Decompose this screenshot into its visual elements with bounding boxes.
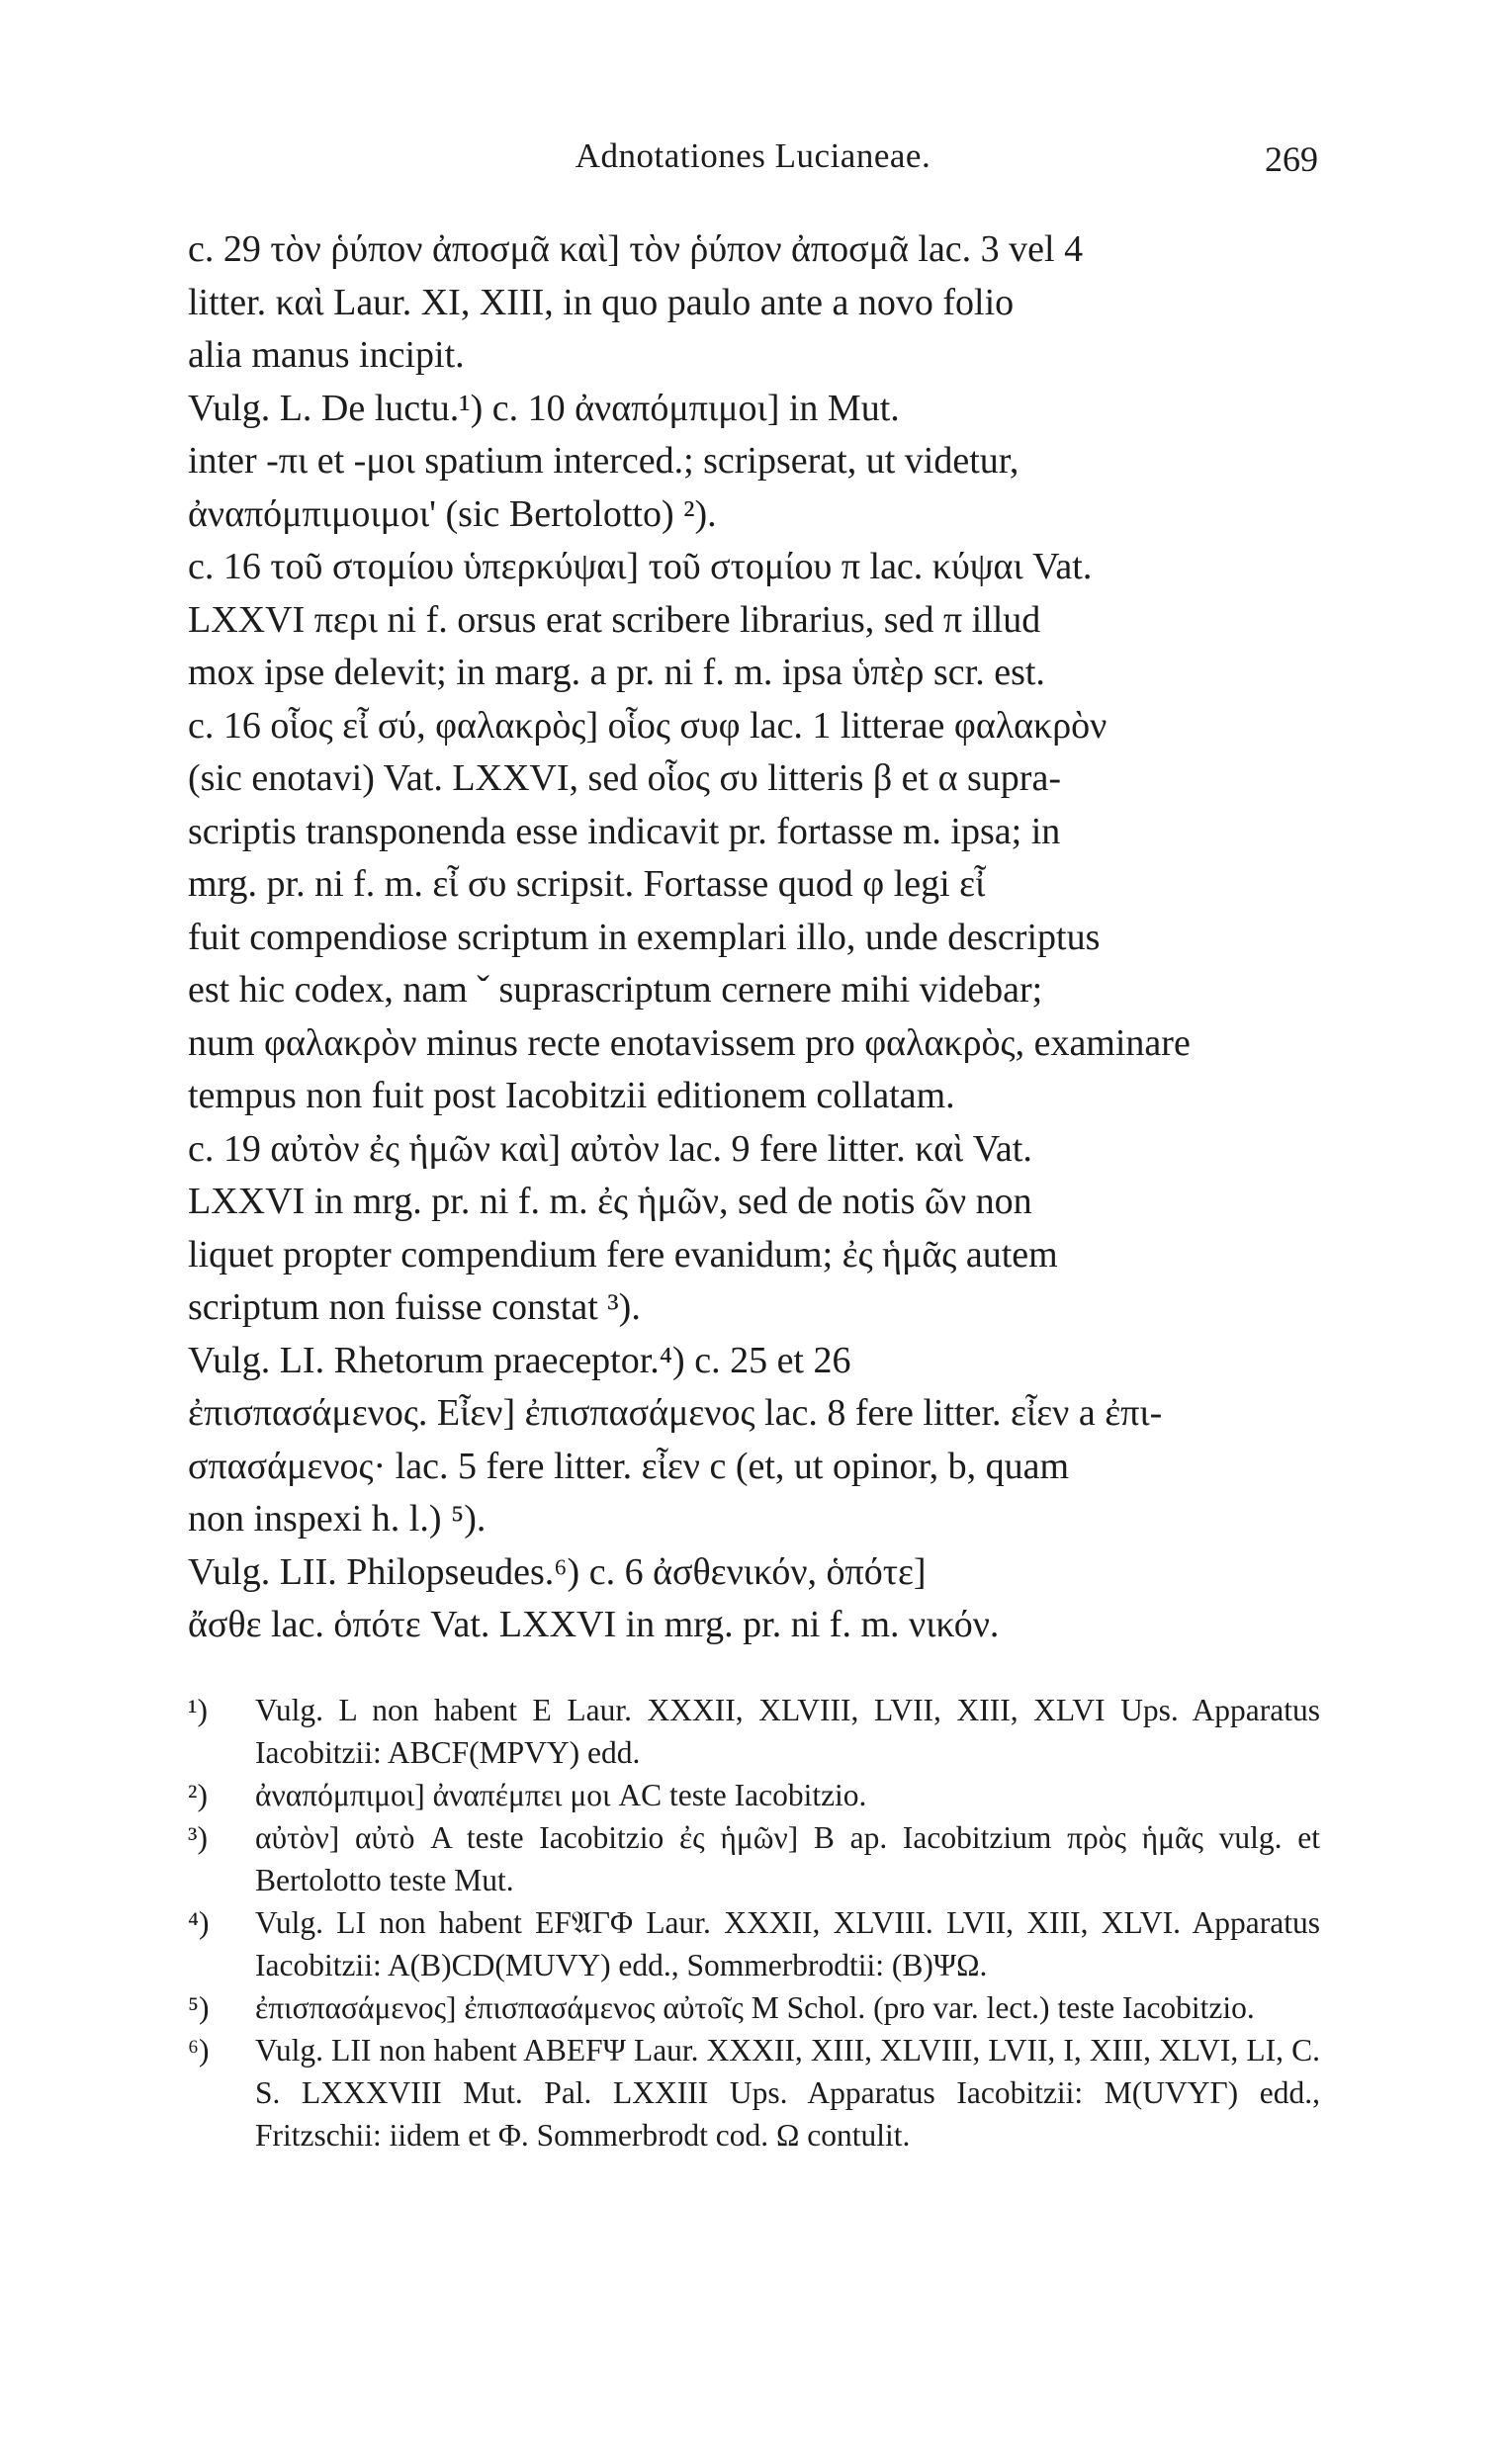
text-line: (sic enotavi) Vat. LXXVI, sed οἷος συ litteris β et α supra- <box>188 757 1061 799</box>
text-line: scriptis transponenda esse indicavit pr. fortasse m. ipsa; in <box>188 810 1061 852</box>
text-line: non inspexi h. l.) ⁵). <box>188 1498 487 1540</box>
footnote-text: Vulg. L non habent E Laur. XXXII, XLVIII, LVII, XIII, XLVI Ups. Apparatus Iacobitzii: ABCF(MPVY) edd. <box>255 1693 1320 1770</box>
footnote-text: Vulg. LI non habent EF𝔄ΓΦ Laur. XXXII, XLVIII. LVII, XIII, XLVI. Apparatus Iacobitzii: A(B)CD(MUVY) edd., Sommerbrodtii: (B)ΨΩ. <box>255 1905 1320 1982</box>
text-line: c. 16 οἷος εἶ σύ, φαλακρὸς] οἷος συφ lac. 1 litterae φαλακρὸν <box>188 704 1107 747</box>
footnotes <box>188 1689 1320 2156</box>
text-line: alia manus incipit. <box>188 334 465 376</box>
text-line: ἀναπόμπιμοιμοι' (sic Bertolotto) ²). <box>188 492 717 535</box>
footnote <box>188 1986 1320 2029</box>
main-text <box>188 223 1320 1652</box>
text-line: mox ipse delevit; in marg. a pr. ni f. m. ipsa ὑπὲρ scr. est. <box>188 652 1045 693</box>
footnote-marker: ³) <box>188 1820 208 1855</box>
footnote-text: ἐπισπασάμενος] ἐπισπασάμενος αὐτοῖς M Schol. (pro var. lect.) teste Iacobitzio. <box>255 1990 1255 2025</box>
footnote-text: αὐτὸν] αὐτὸ A teste Iacobitzio ἐς ἡμῶν] B ap. Iacobitzium πρὸς ἡμᾶς vulg. et Bertolotto teste Mut. <box>255 1820 1320 1897</box>
footnote <box>188 1816 1320 1901</box>
text-line: scriptum non fuisse constat ³). <box>188 1286 641 1328</box>
page-header <box>188 136 1318 196</box>
section-heading-line: Vulg. LI. Rhetorum praeceptor.⁴) c. 25 et 26 <box>188 1339 851 1381</box>
text-line: σπασάμενος· lac. 5 fere litter. εἶεν c (et, ut opinor, b, quam <box>188 1445 1070 1487</box>
footnote-marker: ⁴) <box>188 1905 210 1940</box>
text-line: liquet propter compendium fere evanidum; ἐς ἡμᾶς autem <box>188 1233 1058 1276</box>
text-line: num φαλακρὸν minus recte enotavissem pro φαλακρὸς, examinare <box>188 1021 1191 1064</box>
section-heading-line: Vulg. L. De luctu.¹) c. 10 ἀναπόμπιμοι] in Mut. <box>188 387 900 429</box>
footnote-marker: ²) <box>188 1778 208 1812</box>
page-number: 269 <box>1265 139 1318 179</box>
running-title: Adnotationes Lucianeae. <box>575 136 931 175</box>
footnote-marker: ⁶) <box>188 2033 210 2068</box>
text-line: litter. καὶ Laur. XI, XIII, in quo paulo ante a novo folio <box>188 281 1015 323</box>
text-line: mrg. pr. ni f. m. εἶ συ scripsit. Fortasse quod φ legi εἶ <box>188 863 986 905</box>
footnote <box>188 2029 1320 2156</box>
footnote <box>188 1901 1320 1986</box>
footnote-text: ἀναπόμπιμοι] ἀναπέμπει μοι AC teste Iacobitzio. <box>255 1778 867 1812</box>
footnote <box>188 1689 1320 1774</box>
text-line: c. 16 τοῦ στομίου ὑπερκύψαι] τοῦ στομίου π lac. κύψαι Vat. <box>188 546 1093 587</box>
footnote <box>188 1774 1320 1816</box>
text-line: tempus non fuit post Iacobitzii editionem collatam. <box>188 1075 955 1116</box>
footnote-marker: ⁵) <box>188 1990 210 2025</box>
text-line: LXXVI περι ni f. orsus erat scribere librarius, sed π illud <box>188 598 1041 641</box>
text-line: inter -πι et -μοι spatium interced.; scripserat, ut videtur, <box>188 440 1019 482</box>
section-heading-line: Vulg. LII. Philopseudes.⁶) c. 6 ἀσθενικόν, ὁπότε] <box>188 1550 927 1593</box>
text-line: est hic codex, nam ˇ suprascriptum cernere mihi videbar; <box>188 969 1043 1011</box>
text-line: ἄσθε lac. ὁπότε Vat. LXXVI in mrg. pr. ni f. m. νικόν. <box>188 1604 1000 1645</box>
text-line: ἐπισπασάμενος. Εἶεν] ἐπισπασάμενος lac. 8 fere litter. εἶεν a ἐπι- <box>188 1392 1163 1434</box>
text-line: c. 29 τὸν ῥύπον ἀποσμᾶ καὶ] τὸν ῥύπον ἀποσμᾶ lac. 3 vel 4 <box>188 228 1084 270</box>
footnote-text: Vulg. LII non habent ABEFΨ Laur. XXXII, XIII, XLVIII, LVII, I, XIII, XLVI, LI, C. S. LXXXVIII Mut. Pal. LXXIII Ups. Apparatus Iacobitzii: M(UVYΓ) edd., Fritzschii: iidem et Φ. Sommerbrodt cod. Ω contulit. <box>255 2033 1320 2153</box>
text-line: fuit compendiose scriptum in exemplari illo, unde descriptus <box>188 916 1101 958</box>
footnote-marker: ¹) <box>188 1693 208 1727</box>
text-line: LXXVI in mrg. pr. ni f. m. ἐς ἡμῶν, sed de notis ῶν non <box>188 1181 1032 1222</box>
text-line: c. 19 αὐτὸν ἐς ἡμῶν καὶ] αὐτὸν lac. 9 fere litter. καὶ Vat. <box>188 1127 1032 1170</box>
